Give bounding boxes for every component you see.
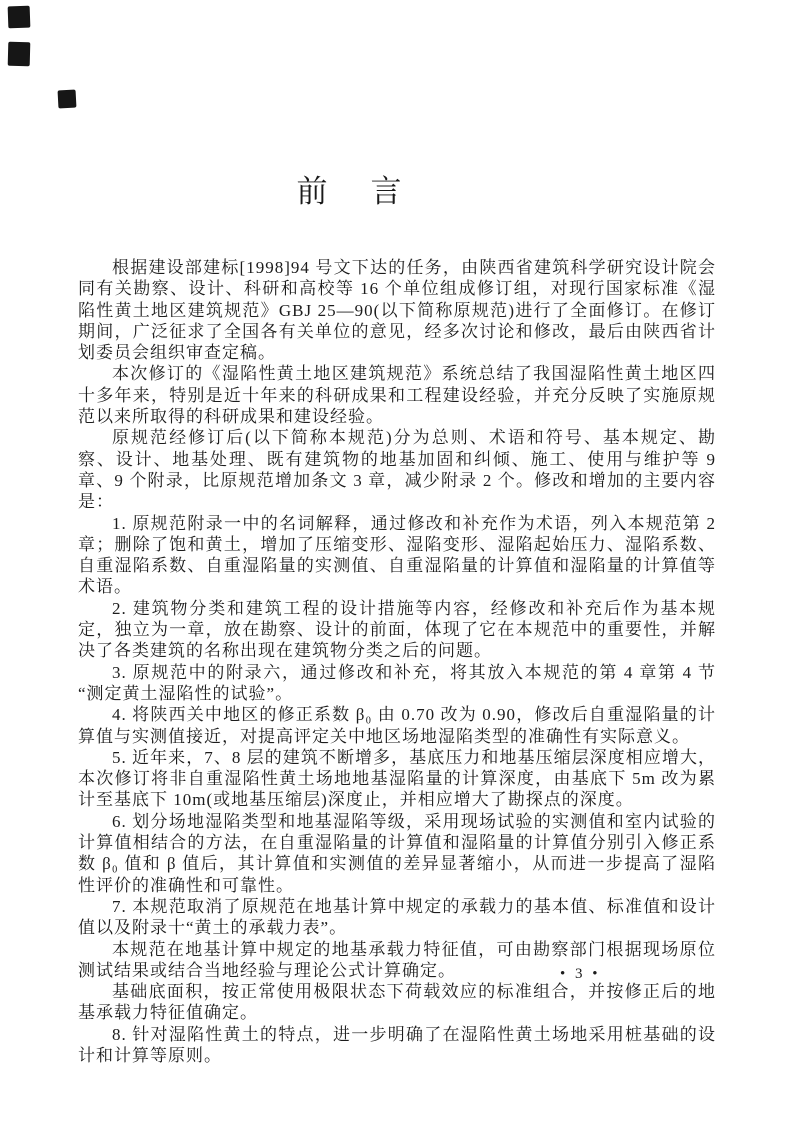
paragraph: 5. 近年来，7、8 层的建筑不断增多，基底压力和地基压缩层深度相应增大，本次修订将非自重湿陷性黄土场地地基湿陷量的计算深度，由基底下 5m 改为累计至基底下 10m(或地基压缩层)深度止，并相应增大了勘探点的深度。 <box>78 747 716 810</box>
scan-artifact-mark <box>8 6 31 29</box>
paragraph: 2. 建筑物分类和建筑工程的设计措施等内容，经修改和补充后作为基本规定，独立为一章，放在勘察、设计的前面，体现了它在本规范中的重要性，并解决了各类建筑的名称出现在建筑物分类之后的问题。 <box>78 598 716 661</box>
paragraph: 根据建设部建标[1998]94 号文下达的任务，由陕西省建筑科学研究设计院会同有关勘察、设计、科研和高校等 16 个单位组成修订组，对现行国家标准《湿陷性黄土地区建筑规范》GBJ 25—90(以下简称原规范)进行了全面修订。在修订期间，广泛征求了全国各有关单位的意见，经多次讨论和修改，最后由陕西省计划委员会组织审查定稿。 <box>78 258 716 363</box>
paragraph: 4. 将陕西关中地区的修正系数 β₀ 由 0.70 改为 0.90，修改后自重湿陷量的计算值与实测值接近，对提高评定关中地区场地湿陷类型的准确性有实际意义。 <box>78 705 716 746</box>
paragraph: 原规范经修订后(以下简称本规范)分为总则、术语和符号、基本规定、勘察、设计、地基处理、既有建筑物的地基加固和纠倾、施工、使用与维护等 9 章、9 个附录，比原规范增加条文 3 章，减少附录 2 个。修改和增加的主要内容是： <box>78 428 716 512</box>
scan-artifact-mark <box>58 90 77 109</box>
scan-artifact-mark <box>8 42 31 67</box>
paragraph: 3. 原规范中的附录六，通过修改和补充，将其放入本规范的第 4 章第 4 节“测定黄土湿陷性的试验”。 <box>78 662 716 703</box>
paragraph: 基础底面积，按正常使用极限状态下荷载效应的标准组合，并按修正后的地基承载力特征值确定。 <box>78 982 716 1023</box>
paragraph: 本规范在地基计算中规定的地基承载力特征值，可由勘察部门根据现场原位测试结果或结合当地经验与理论公式计算确定。 <box>78 939 716 980</box>
page-number: • 3 • <box>560 966 601 982</box>
preface-body <box>78 257 716 1066</box>
paragraph: 1. 原规范附录一中的名词解释，通过修改和补充作为术语，列入本规范第 2 章；删除了饱和黄土，增加了压缩变形、湿陷变形、湿陷起始压力、湿陷系数、自重湿陷系数、自重湿陷量的实测值、自重湿陷量的计算值和湿陷量的计算值等术语。 <box>78 513 716 597</box>
paragraph: 本次修订的《湿陷性黄土地区建筑规范》系统总结了我国湿陷性黄土地区四十多年来，特别是近十年来的科研成果和工程建设经验，并充分反映了实施原规范以来所取得的科研成果和建设经验。 <box>78 364 716 427</box>
page-content <box>78 166 716 1066</box>
paragraph: 7. 本规范取消了原规范在地基计算中规定的承载力的基本值、标准值和设计值以及附录十“黄土的承载力表”。 <box>78 896 716 938</box>
paragraph: 8. 针对湿陷性黄土的特点，进一步明确了在湿陷性黄土场地采用桩基础的设计和计算等原则。 <box>78 1024 716 1065</box>
page-title: 前 言 <box>296 174 408 209</box>
paragraph: 6. 划分场地湿陷类型和地基湿陷等级，采用现场试验的实测值和室内试验的计算值相结合的方法，在自重湿陷量的计算值和湿陷量的计算值分别引入修正系数 β₀ 值和 β 值后，其计算值和实测值的差异显著缩小，从而进一步提高了湿陷性评价的准确性和可靠性。 <box>78 811 716 895</box>
